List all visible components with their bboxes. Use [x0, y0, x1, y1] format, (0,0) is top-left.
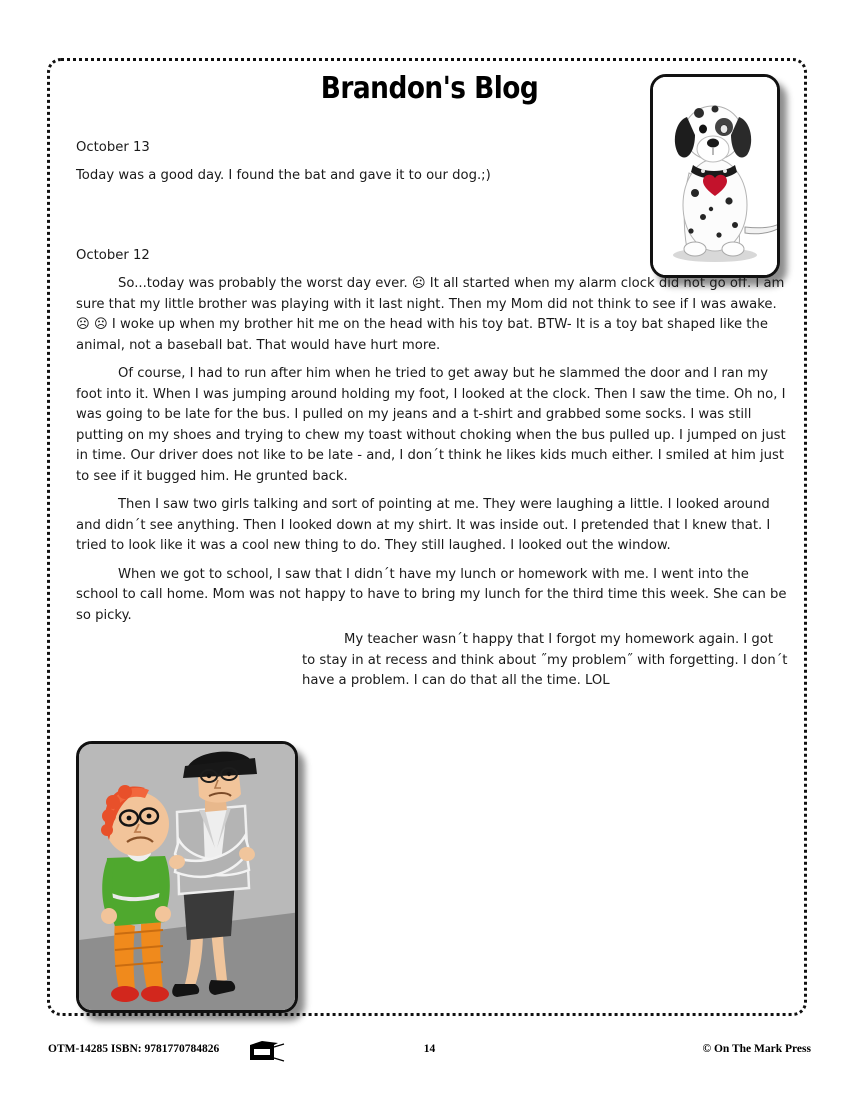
page-footer: [0, 1040, 859, 1066]
classroom-illustration-image: [79, 744, 295, 1010]
footer-copyright: © On The Mark Press: [702, 1043, 811, 1055]
page-number: 14: [423, 1043, 436, 1055]
entry-text: Today was a good day. I found the bat and gave it to our dog.;): [76, 168, 491, 183]
paragraph-wrap-zone: [76, 630, 790, 692]
entry-october-12: [76, 246, 790, 692]
paragraph: My teacher wasn´t happy that I forgot my homework again. I got to stay in at recess and think about ˝my problem˝ with forgetting. I don´t have a problem. I can do that all the time. LOL: [302, 632, 788, 688]
paragraph: Then I saw two girls talking and sort of pointing at me. They were laughing a little. I looked around and didn´t see anything. Then I looked down at my shirt. It was inside out. I pretended that I knew that. I tried to look like it was a cool new thing to do. They still laughed. I looked out the window.: [76, 497, 771, 553]
paragraph: So...today was probably the worst day ever. ☹ It all started when my alarm clock did not go off. I am sure that my little brother was playing with it last night. Then my Mom did not think to see if I was awake. ☹ ☹ I woke up when my brother hit me on the head with his toy bat. BTW- It is a toy bat shaped like the animal, not a baseball bat. That would have hurt more.: [76, 276, 785, 353]
paragraph: When we got to school, I saw that I didn´t have my lunch or homework with me. I went into the school to call home. Mom was not happy to have to bring my lunch for the third time this week. She can be so picky.: [76, 566, 787, 623]
paragraph: Of course, I had to run after him when he tried to get away but he slammed the door and I ran my foot into it. When I was jumping around holding my foot, I looked at the clock. Then I saw the time. Oh no, I was going to be late for the bus. I pulled on my jeans and a t-shirt and grabbed some socks. I was still putting on my shoes and trying to chew my toast without choking when the bus pulled up. I jumped on just in time. Our driver does not like to be late - and, I don´t think he likes kids much either. I smiled at him just to see if it bugged him. He grunted back.: [76, 366, 786, 484]
boy-and-teacher-illustration: [79, 744, 298, 1013]
classroom-illustration: [76, 741, 298, 1013]
footer-catalog-isbn: OTM-14285 ISBN: 9781770784826: [48, 1043, 220, 1055]
entry-october-13: [76, 138, 790, 186]
page-title: Brandon's Blog: [320, 71, 539, 106]
entry-date: October 13: [76, 140, 150, 155]
entry-spacer: [76, 186, 790, 246]
entry-date: October 12: [76, 248, 150, 263]
